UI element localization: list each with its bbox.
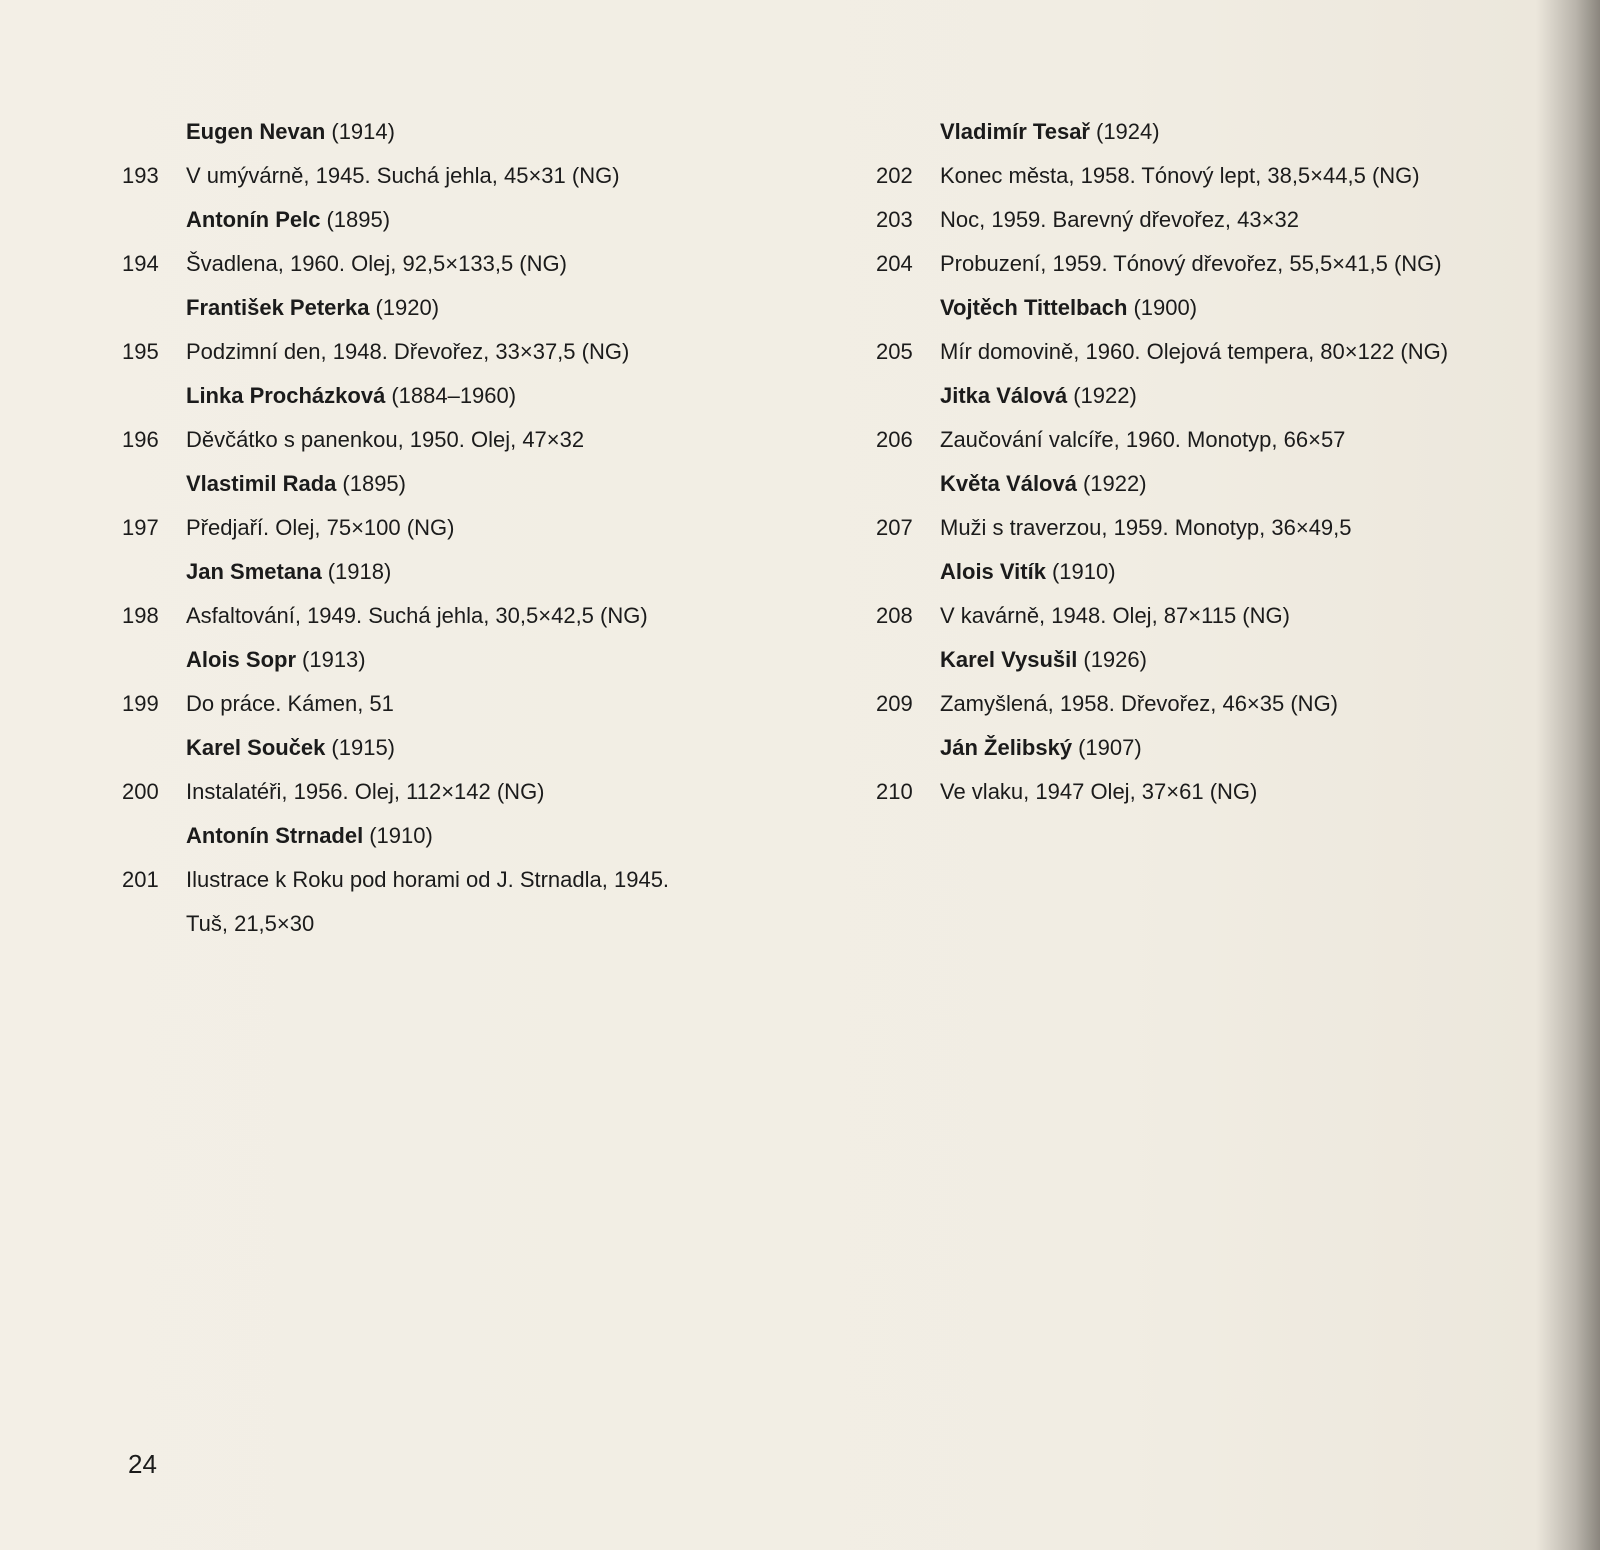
artist-heading [122,374,802,418]
work-row [122,154,802,198]
catalog-entry [122,726,802,814]
artist-years: (1915) [331,735,395,760]
work-row [876,418,1536,462]
work-row [122,682,802,726]
work-row [876,594,1536,638]
artist-name: Jitka Válová [940,383,1068,408]
work-description: Děvčátko s panenkou, 1950. Olej, 47×32 [186,427,585,452]
work-description: Do práce. Kámen, 51 [186,691,394,716]
artist-name: Karel Vysušil [940,647,1078,672]
artist-years: (1910) [369,823,433,848]
work-description: Předjaří. Olej, 75×100 (NG) [186,515,455,540]
catalog-entry [122,110,802,198]
catalog-entry [876,638,1536,726]
catalog-number: 207 [876,515,913,540]
work-row [122,770,802,814]
work-description: Mír domovině, 1960. Olejová tempera, 80×122 (NG) [940,339,1449,364]
catalog-number: 195 [122,339,159,364]
artist-years: (1922) [1082,471,1147,496]
catalog-entry [876,726,1536,814]
artist-name: Alois Vitík [940,559,1046,584]
work-row [122,330,802,374]
artist-name: Eugen Nevan [186,119,326,144]
catalog-entry [122,374,802,462]
work-description: Švadlena, 1960. Olej, 92,5×133,5 (NG) [186,251,567,276]
artist-heading [876,110,1536,154]
artist-years: (1895) [326,207,391,232]
catalog-number: 193 [122,163,159,188]
work-row [122,594,802,638]
artist-name: Karel Souček [186,735,326,760]
artist-name: Vlastimil Rada [186,471,337,496]
catalog-entry [122,814,802,946]
catalog-number: 209 [876,691,913,716]
catalog-number: 201 [122,867,159,892]
right-column [876,110,1536,814]
work-row [876,198,1536,242]
artist-heading [122,462,802,506]
catalog-number: 205 [876,339,913,364]
left-column [122,110,802,946]
catalog-entry [876,374,1536,462]
artist-name: František Peterka [186,295,370,320]
work-description: Podzimní den, 1948. Dřevořez, 33×37,5 (NG) [186,339,630,364]
catalog-entry [876,550,1536,638]
artist-heading [876,286,1536,330]
work-description: Konec města, 1958. Tónový lept, 38,5×44,5 (NG) [940,163,1420,188]
catalog-number: 206 [876,427,913,452]
artist-years: (1914) [331,119,395,144]
artist-years: (1900) [1133,295,1198,320]
artist-years: (1920) [375,295,440,320]
work-description: V kavárně, 1948. Olej, 87×115 (NG) [940,603,1290,628]
work-row [876,506,1536,550]
artist-years: (1884–1960) [391,383,517,408]
catalog-number: 197 [122,515,159,540]
artist-name: Alois Sopr [186,647,297,672]
work-row [122,858,802,902]
work-row [122,418,802,462]
work-description: Ve vlaku, 1947 Olej, 37×61 (NG) [940,779,1258,804]
artist-heading [122,550,802,594]
catalog-entry [876,110,1536,286]
work-description: Noc, 1959. Barevný dřevořez, 43×32 [940,207,1299,232]
work-row [876,154,1536,198]
artist-heading [876,550,1536,594]
catalog-entry [122,286,802,374]
catalog-number: 194 [122,251,159,276]
artist-name: Vladimír Tesař [940,119,1090,144]
artist-heading [122,638,802,682]
artist-heading [876,462,1536,506]
artist-heading [122,110,802,154]
artist-years: (1924) [1096,119,1160,144]
artist-heading [876,638,1536,682]
work-description: Zaučování valcíře, 1960. Monotyp, 66×57 [940,427,1346,452]
artist-heading [876,726,1536,770]
catalog-entry [122,462,802,550]
catalog-entry [876,462,1536,550]
artist-name: Antonín Pelc [186,207,321,232]
work-description: Asfaltování, 1949. Suchá jehla, 30,5×42,5 (NG) [186,603,648,628]
work-row [122,506,802,550]
artist-years: (1918) [327,559,392,584]
artist-years: (1922) [1073,383,1137,408]
artist-name: Vojtěch Tittelbach [940,295,1128,320]
catalog-entry [122,550,802,638]
work-description: Ilustrace k Roku pod horami od J. Strnadla, 1945. [186,867,670,892]
artist-years: (1910) [1051,559,1116,584]
artist-name: Antonín Strnadel [186,823,364,848]
page-number: 24 [128,1449,157,1479]
work-row [876,242,1536,286]
artist-name: Květa Válová [940,471,1077,496]
artist-heading [122,726,802,770]
catalog-number: 198 [122,603,159,628]
catalog-number: 196 [122,427,159,452]
catalog-number: 199 [122,691,159,716]
artist-heading [122,814,802,858]
catalog-entry [122,638,802,726]
artist-years: (1907) [1078,735,1142,760]
work-description: Muži s traverzou, 1959. Monotyp, 36×49,5 [940,515,1352,540]
artist-name: Jan Smetana [186,559,322,584]
work-row [122,242,802,286]
work-row [876,330,1536,374]
artist-heading [122,198,802,242]
artist-name: Linka Procházková [186,383,386,408]
work-description: Zamyšlená, 1958. Dřevořez, 46×35 (NG) [940,691,1339,716]
work-row [876,770,1536,814]
artist-years: (1895) [342,471,406,496]
artist-years: (1913) [302,647,366,672]
work-description-continued: Tuš, 21,5×30 [186,911,315,936]
catalog-number: 210 [876,779,913,804]
work-description: Probuzení, 1959. Tónový dřevořez, 55,5×41,5 (NG) [940,251,1442,276]
artist-heading [122,286,802,330]
work-description: V umývárně, 1945. Suchá jehla, 45×31 (NG) [186,163,620,188]
catalog-number: 202 [876,163,913,188]
artist-heading [876,374,1536,418]
work-description: Instalatéři, 1956. Olej, 112×142 (NG) [186,779,545,804]
catalog-number: 204 [876,251,913,276]
catalog-entry [876,286,1536,374]
artist-years: (1926) [1083,647,1147,672]
catalog-number: 208 [876,603,913,628]
catalog-number: 203 [876,207,913,232]
catalog-entry [122,198,802,286]
catalog-number: 200 [122,779,159,804]
work-row [876,682,1536,726]
artist-name: Ján Želibský [940,735,1073,760]
